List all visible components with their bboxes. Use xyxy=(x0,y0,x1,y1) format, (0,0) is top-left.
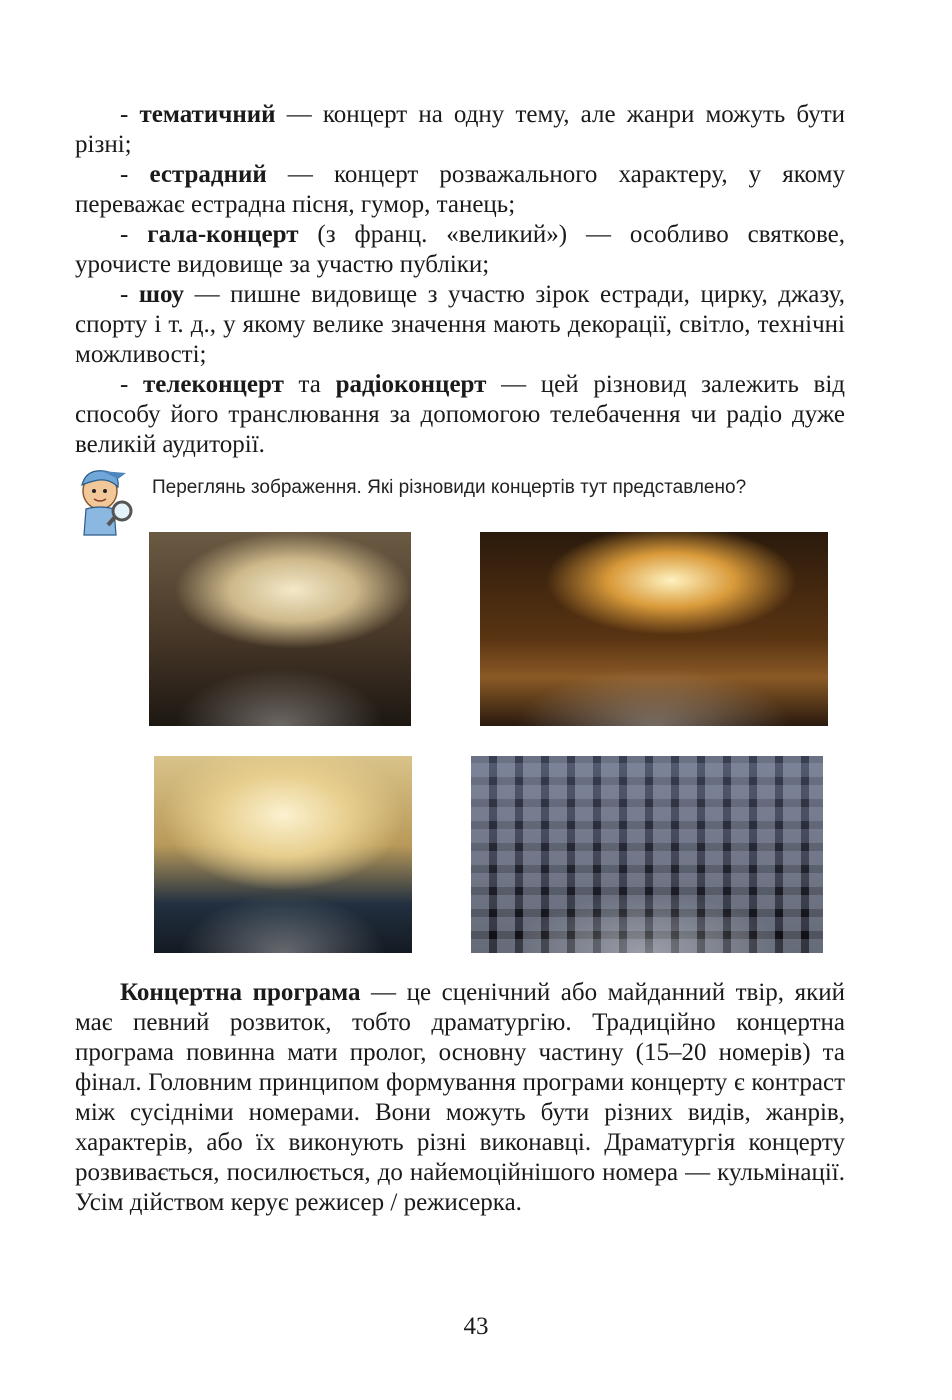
list-item: - телеконцерт та радіоконцерт — цей різновид залежить від способу його транслювання за допомогою телебачення чи радіо дуже великій аудиторії. xyxy=(75,371,846,458)
page-number: 43 xyxy=(463,1313,489,1340)
philharmonic-hall-photo xyxy=(154,756,412,953)
term: тематичний xyxy=(139,101,276,128)
task-prompt xyxy=(72,465,872,540)
tip-text: Переглянь зображення. Які різновиди концертів тут представлено? xyxy=(152,477,747,498)
term: радіоконцерт xyxy=(335,371,487,398)
teleconcert-screens-photo xyxy=(471,756,823,953)
estrada-show-photo xyxy=(480,532,828,726)
list-item: - гала-концерт (з франц. «великий») — особливо святкове, урочисте видовище за участю публіки; xyxy=(75,221,845,278)
concert-types-list xyxy=(75,100,845,460)
term: телеконцерт xyxy=(143,371,284,398)
boy-with-magnifier-icon xyxy=(72,465,138,537)
list-item: - тематичний — концерт на одну тему, але жанри можуть бути різні; xyxy=(75,101,845,158)
term: естрадний xyxy=(149,161,267,188)
list-item: - шоу — пишне видовище з участю зірок естради, цирку, джазу, спорту і т. д., у якому велике значення мають декорації, світло, технічні можливості; xyxy=(75,281,845,368)
program-paragraph xyxy=(75,978,845,1218)
list-item: - естрадний — концерт розважального характеру, у якому переважає естрадна пісня, гумор, танець; xyxy=(75,161,845,218)
term: шоу xyxy=(138,281,185,308)
term: Концертна програма xyxy=(120,979,361,1006)
chamber-concert-photo xyxy=(149,532,411,726)
paragraph: Концертна програма — це сценічний або майданний твір, який має певний розвиток, тобто драматургію. Традиційно концертна програма повинна мати пролог, основну частину (15–20 номерів) та фінал. Головним принципом формування програми концерту є контраст між сусідніми номерами. Вони можуть бути різних видів, жанрів, характерів, або їх виконують різні виконавці. Драматургія концерту розвивається, посилюється, до найемоційнішого номера — кульмінації. Усім дійством керує режисер / режисерка. xyxy=(75,979,845,1216)
term: гала-концерт xyxy=(147,221,299,248)
